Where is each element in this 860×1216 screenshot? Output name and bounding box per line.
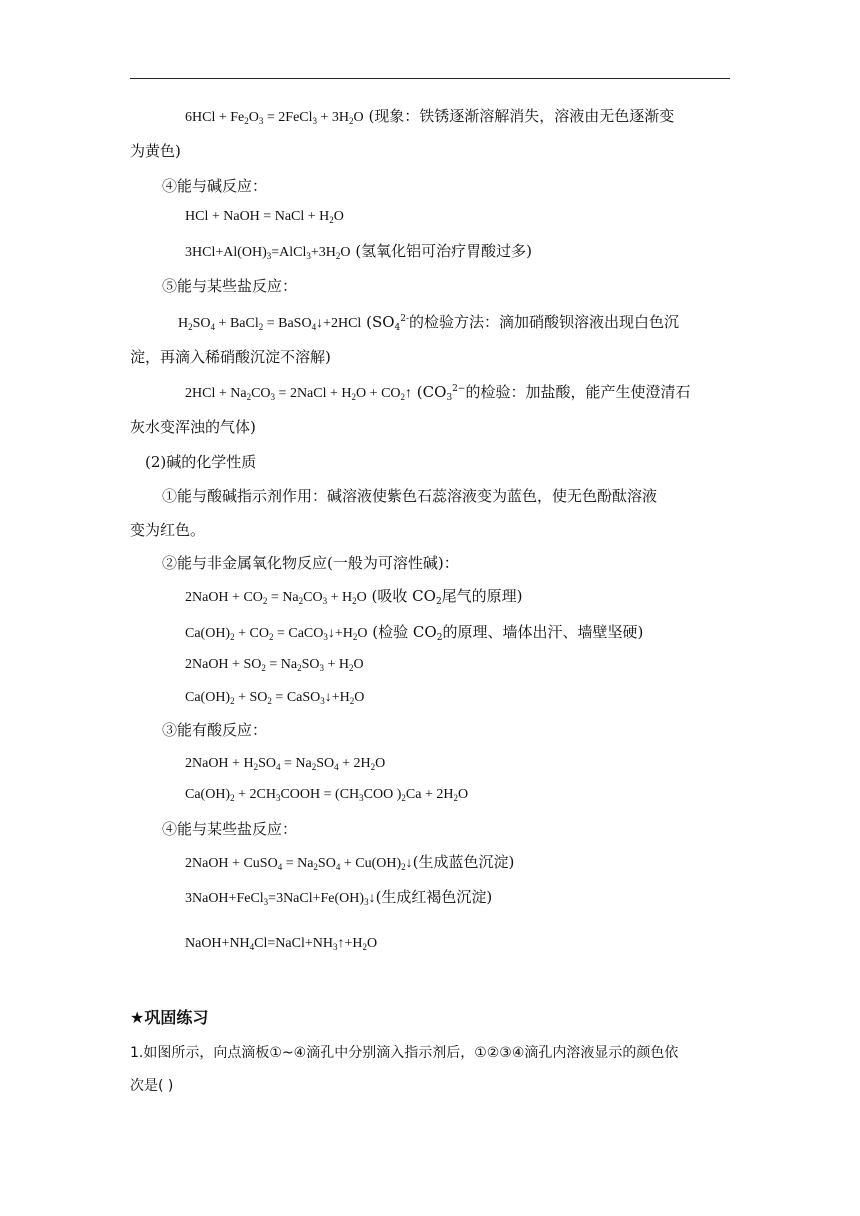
equation-bacl2-note-cont: 淀，再滴入稀硝酸沉淀不溶解) [130, 348, 331, 366]
header-rule [130, 78, 730, 79]
base-property-salt: ④能与某些盐反应： [162, 820, 298, 838]
equation-bacl2: $H_2SO_4$ + BaCl$_2$ = BaSO$_4$↓+2HCl ($SO_4^{2-}$的检验方法：滴加硝酸钡溶液出现白色沉 [178, 313, 680, 333]
equation-na2co3-note-cont: 灰水变浑浊的气体) [130, 418, 256, 436]
equation-caoh2-so2: $Ca(OH)_2 + SO_2$ = $CaSO_3↓+H_2O$ [185, 690, 365, 706]
heading-react-with-base: ④能与碱反应： [162, 177, 268, 195]
equation-naoh-h2so4: 2NaOH + $H_2SO_4 = Na_2SO_4 + 2H_2O$ [185, 756, 386, 772]
equation-naoh-fecl3: $3NaOH+FeCl_3=3NaCl+Fe(OH)_3↓$(生成红褐色沉淀) [185, 888, 493, 907]
question-1: 1.如图所示，向点滴板①~④滴孔中分别滴入指示剂后，①②③④滴孔内溶液显示的颜色依 [130, 1045, 679, 1061]
equation-naoh-cuso4: 2NaOH + CuSO$_4$ = $Na_2SO_4$ + $Cu(OH)_2↓$(生成蓝色沉淀) [185, 853, 515, 872]
equation-caoh2-acetic: $Ca(OH)_2$ + $2CH_3COOH = (CH_3COO$ )$_2Ca + 2H_2O$ [185, 787, 469, 803]
section-title-base: (2)碱的化学性质 [145, 453, 257, 471]
equation-aloh3: $3HCl+Al(OH)_3=AlCl_3+3H_2O$ (氢氧化铝可治疗胃酸过多) [185, 242, 533, 261]
base-property-indicator-cont: 变为红色。 [130, 521, 206, 539]
equation-na2co3: $2HCl + Na_2CO_3$ = 2NaCl + $H_2O$ + $CO_2↑$ ($CO_3^{2-}$的检验：加盐酸，能产生使澄清石 [185, 383, 691, 403]
base-property-acid: ③能有酸反应： [162, 721, 268, 739]
equation-naoh-co2: 2NaOH + $CO_2 = Na_2CO_3 + H_2O$ (吸收 $CO_2$尾气的原理) [185, 587, 523, 607]
question-1-cont: 次是( ) [130, 1078, 174, 1094]
equation-hcl-naoh: HCl + NaOH = NaCl + $H_2O$ [185, 209, 344, 225]
heading-react-with-salt: ⑤能与某些盐反应： [162, 277, 298, 295]
equation-rust-note-cont: 为黄色) [130, 142, 181, 160]
base-property-oxide: ②能与非金属氧化物反应(一般为可溶性碱)： [162, 554, 459, 572]
equation-caoh2-co2: $Ca(OH)_2 + CO_2$ = $CaCO_3↓+H_2O$ (检验 $CO_2$的原理、墙体出汗、墙壁坚硬) [185, 623, 644, 643]
equation-naoh-nh4cl: $NaOH+NH_4Cl=NaCl+NH_3↑+H_2O$ [185, 936, 378, 952]
equation-rust: $6HCl + Fe_2O_3$ = 2FeCl$_3$ + $3H_2O$ (现象：铁锈逐渐溶解消失，溶液由无色逐渐变 [185, 107, 675, 126]
base-property-indicator: ①能与酸碱指示剂作用：碱溶液使紫色石蕊溶液变为蓝色，使无色酚酞溶液 [162, 487, 658, 505]
equation-naoh-so2: 2NaOH + $SO_2 = Na_2SO_3 + H_2O$ [185, 657, 364, 673]
practice-heading: ★巩固练习 [130, 1008, 209, 1027]
